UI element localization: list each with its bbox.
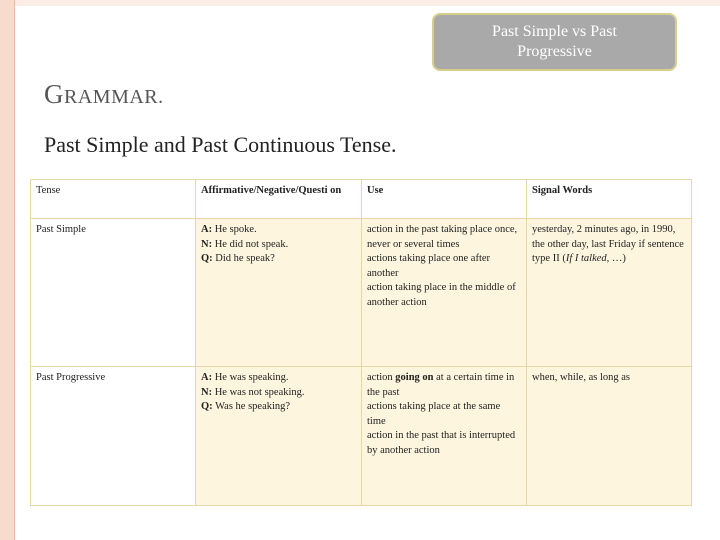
table-row <box>31 219 692 367</box>
header-forms: Affirmative/Negative/Questi on <box>196 180 362 219</box>
form-affirmative: A: He was speaking. <box>201 372 289 383</box>
use-line: action in the past that is interrupted by another action <box>367 430 516 456</box>
decorative-left-border-line <box>14 0 15 540</box>
header-use: Use <box>362 180 527 219</box>
form-question: Q: Did he speak? <box>201 253 275 264</box>
cell-tense: Past Simple <box>31 219 196 367</box>
cell-use <box>362 219 527 367</box>
heading-initial: G <box>44 79 64 109</box>
cell-forms <box>196 367 362 506</box>
title-badge: Past Simple vs Past Progressive <box>432 13 677 71</box>
cell-signal-words: yesterday, 2 minutes ago, in 1990, the other day, last Friday if sentence type II (If I talked, …) <box>527 219 692 367</box>
table-row <box>31 367 692 506</box>
heading-rest: RAMMAR. <box>64 86 164 108</box>
form-negative: N: He was not speaking. <box>201 386 305 398</box>
page-subtitle: Past Simple and Past Continuous Tense. <box>44 132 397 157</box>
use-line: actions taking place one after another <box>367 253 491 279</box>
decorative-left-border <box>0 0 14 540</box>
cell-forms <box>196 219 362 367</box>
cell-signal-words: when, while, as long as <box>527 367 692 506</box>
cell-tense: Past Progressive <box>31 367 196 506</box>
section-heading <box>44 79 164 110</box>
table-header-row <box>31 180 692 219</box>
cell-use <box>362 367 527 506</box>
form-negative: N: He did not speak. <box>201 238 289 250</box>
use-line: action in the past taking place once, never or several times <box>367 224 518 250</box>
header-tense: Tense <box>31 180 196 219</box>
use-line: action going on at a certain time in the past <box>367 372 515 398</box>
signal-example: If I talked, <box>565 253 610 264</box>
decorative-top-border <box>15 0 720 6</box>
use-line: actions taking place at the same time <box>367 401 501 427</box>
form-question: Q: Was he speaking? <box>201 401 291 412</box>
use-line: action taking place in the middle of another action <box>367 282 516 308</box>
header-signal-words: Signal Words <box>527 180 692 219</box>
form-affirmative: A: He spoke. <box>201 224 257 235</box>
grammar-table <box>30 179 692 506</box>
